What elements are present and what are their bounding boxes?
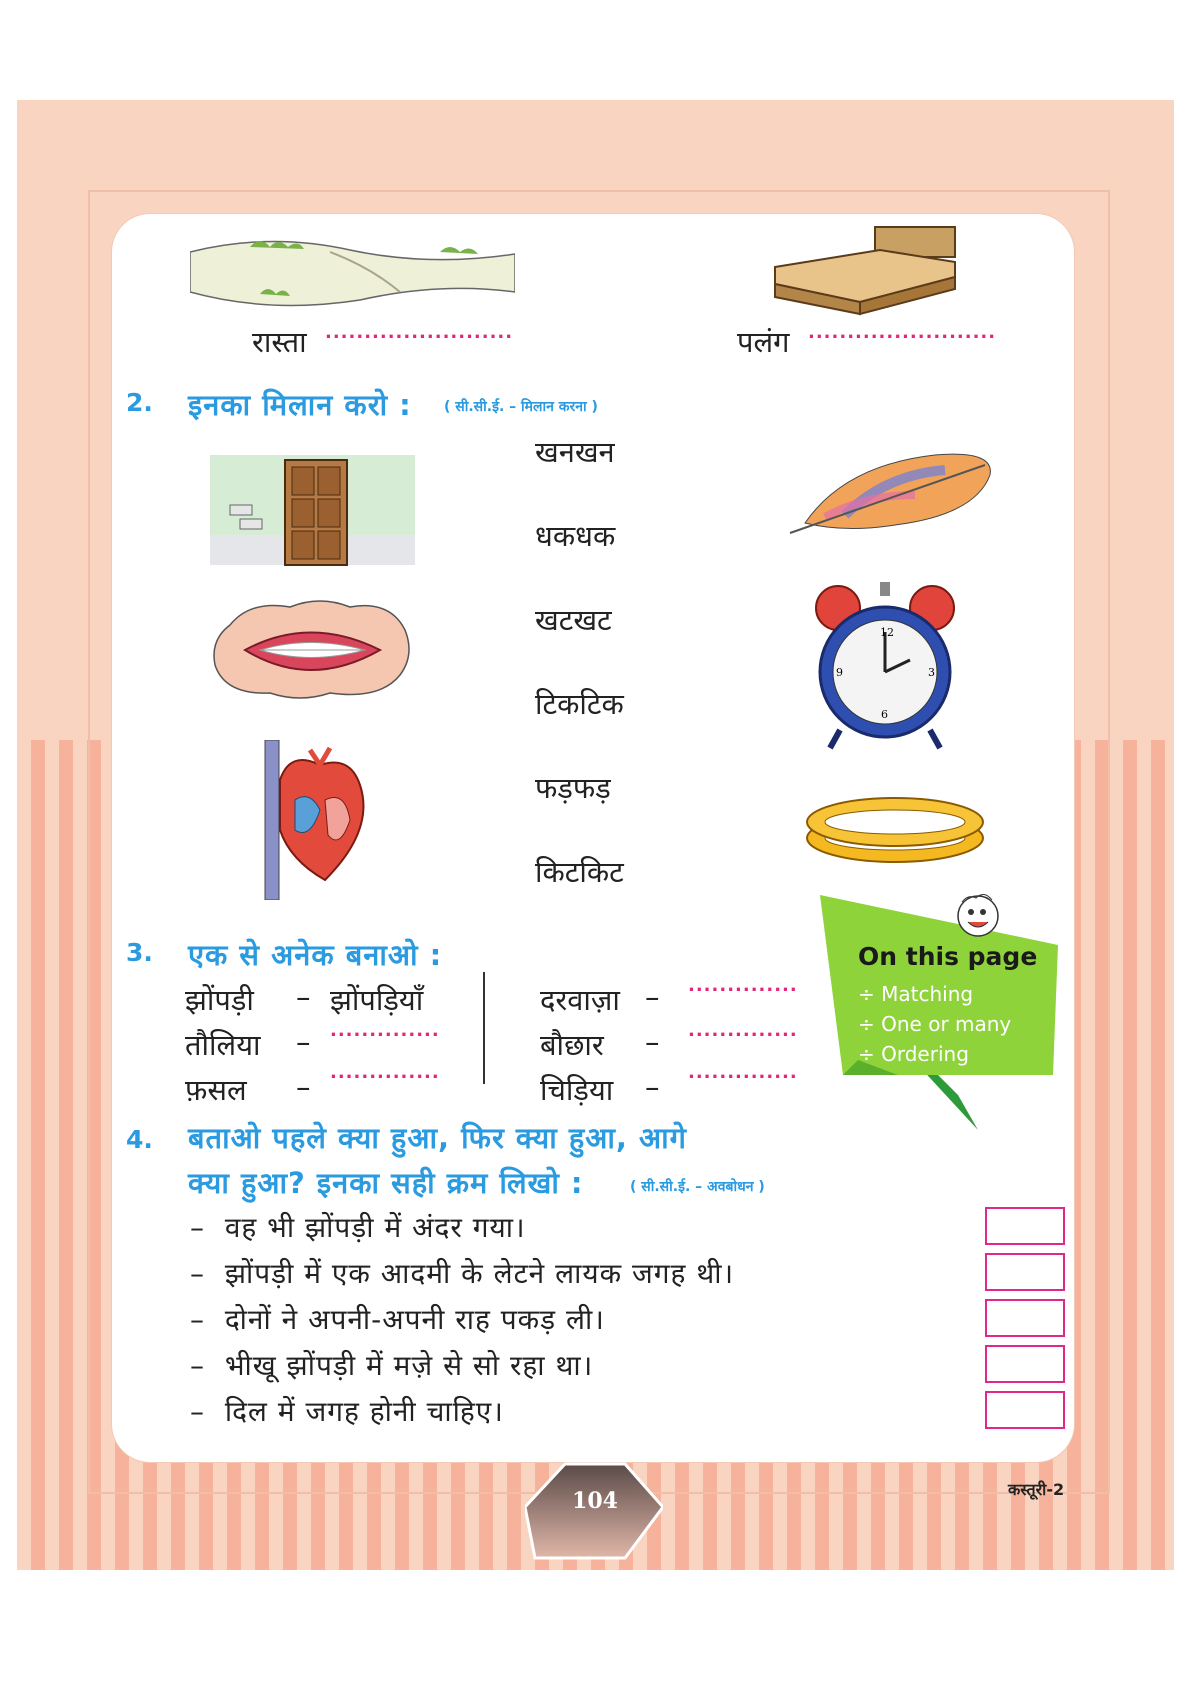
- q2-number: 2.: [126, 388, 153, 417]
- q4-item-1: – वह भी झोंपड़ी में अंदर गया।: [190, 1211, 526, 1244]
- q4-item-2: – झोंपड़ी में एक आदमी के लेटने लायक जगह थी।: [190, 1257, 735, 1290]
- q3-row2-right-word: बौछार: [540, 1028, 604, 1062]
- q3-row3-right-word: चिड़िया: [540, 1073, 614, 1107]
- panel-item-one-or-many: ÷ One or many: [858, 1012, 1012, 1036]
- q3-row1-right-answer[interactable]: ..............: [688, 975, 798, 996]
- q3-row3-dash: –: [296, 1070, 311, 1104]
- door-image: [210, 455, 415, 575]
- panel-item-matching: ÷ Matching: [858, 982, 974, 1006]
- q3-row3-right-dash: –: [645, 1070, 660, 1104]
- match-word-3: खटखट: [535, 603, 612, 637]
- q3-row2-dash: –: [296, 1025, 311, 1059]
- q4-number: 4.: [126, 1125, 153, 1154]
- q4-title-line1: बताओ पहले क्या हुआ, फिर क्या हुआ, आगे: [188, 1121, 687, 1155]
- q3-row2-word: तौलिया: [185, 1028, 261, 1062]
- svg-text:12: 12: [880, 626, 894, 639]
- order-answer-box[interactable]: [985, 1345, 1065, 1383]
- svg-text:3: 3: [928, 666, 935, 679]
- road-image: [190, 222, 515, 307]
- feather-image: [785, 445, 1000, 535]
- q3-row1-answer: झोंपड़ियाँ: [330, 983, 424, 1017]
- match-word-4: टिकटिक: [535, 687, 624, 721]
- order-answer-box[interactable]: [985, 1253, 1065, 1291]
- label-bed: पलंग: [737, 325, 790, 359]
- q3-row1-right-dash: –: [645, 980, 660, 1014]
- q2-tag: ( सी.सी.ई. – मिलान करना ): [444, 399, 598, 415]
- q4-item-4: – भीखू झोंपड़ी में मज़े से सो रहा था।: [190, 1349, 594, 1382]
- answer-line-bed[interactable]: ........................: [808, 322, 997, 343]
- order-answer-box[interactable]: [985, 1391, 1065, 1429]
- svg-text:9: 9: [836, 666, 843, 679]
- q3-row1-right-word: दरवाज़ा: [540, 983, 620, 1017]
- label-road: रास्ता: [252, 325, 307, 359]
- q3-row1-word: झोंपड़ी: [185, 983, 254, 1017]
- q4-item-5: – दिल में जगह होनी चाहिए।: [190, 1395, 504, 1428]
- q3-row2-answer[interactable]: ..............: [330, 1020, 440, 1041]
- mouth-image: [210, 595, 415, 703]
- panel-title: On this page: [858, 942, 1038, 971]
- q3-row2-right-dash: –: [645, 1025, 660, 1059]
- q3-row3-right-answer[interactable]: ..............: [688, 1062, 798, 1083]
- order-answer-box[interactable]: [985, 1207, 1065, 1245]
- q3-row1-dash: –: [296, 980, 311, 1014]
- svg-text:6: 6: [881, 708, 888, 721]
- alarm-clock-image: [810, 580, 960, 750]
- panel-item-ordering: ÷ Ordering: [858, 1042, 969, 1066]
- q4-tag: ( सी.सी.ई. – अवबोधन ): [630, 1179, 765, 1195]
- match-word-5: फड़फड़: [535, 771, 611, 805]
- q4-title-line2: क्या हुआ? इनका सही क्रम लिखो :: [188, 1166, 584, 1200]
- q3-title: एक से अनेक बनाओ :: [188, 938, 443, 972]
- bed-image: [770, 222, 960, 317]
- match-word-2: धकधक: [535, 519, 616, 553]
- q3-row2-right-answer[interactable]: ..............: [688, 1020, 798, 1041]
- q3-column-divider: [483, 972, 485, 1084]
- answer-line-road[interactable]: ........................: [325, 322, 514, 343]
- smiley-face-icon: [950, 890, 1010, 940]
- q3-number: 3.: [126, 938, 153, 967]
- page-number: 104: [572, 1488, 618, 1514]
- bangles-image: [800, 790, 990, 870]
- match-word-1: खनखन: [535, 435, 615, 469]
- q4-item-3: – दोनों ने अपनी-अपनी राह पकड़ ली।: [190, 1303, 605, 1336]
- order-answer-box[interactable]: [985, 1299, 1065, 1337]
- match-word-6: किटकिट: [535, 855, 624, 889]
- q2-title: इनका मिलान करो :: [188, 388, 412, 422]
- book-label: कस्तूरी-2: [1008, 1480, 1065, 1499]
- q3-row3-word: फ़सल: [185, 1073, 247, 1107]
- q3-row3-answer[interactable]: ..............: [330, 1062, 440, 1083]
- heart-image: [250, 740, 380, 900]
